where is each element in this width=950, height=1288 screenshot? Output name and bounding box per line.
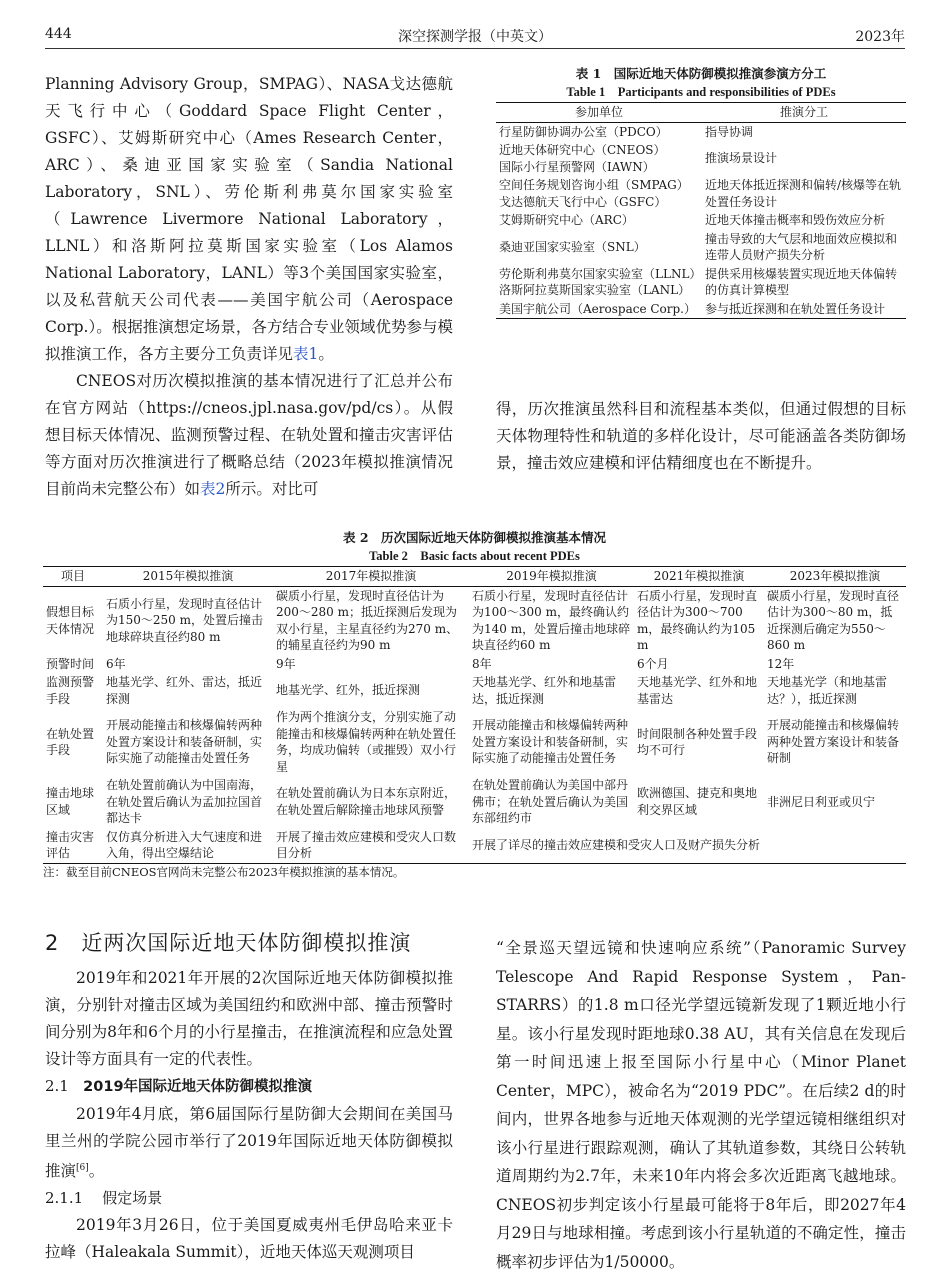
table-cell: 非洲尼日利亚或贝宁 [767,794,876,809]
paragraph: “全景巡天望远镜和快速响应系统”（Panoramic Survey Telescope And Rapid Response System，Pan-STARRS）的1.8 m口径光学望远镜新发现了1颗近地小行星。该小行星发现时距地球0.38 AU，其有关信息在发现后第一时间迅速上报至国际小行星中心（Minor Planet Center，MPC），被命名为“2019 PDC”。在后续2 d的时间内，世界各地参与近地天体观测的光学望远镜相继组织对该小行星进行跟踪观测，确认了其轨道参数，其绕日公转轨道周期约为2.7年，未来10年内将会多次近距离飞越地球。CNEOS初步判定该小行星最可能将于8年后，即2027年4月29日与地球相撞。考虑到该小行星轨道的不确定性，撞击概率初步评估为1/50000。 [496,939,906,1271]
table-cell: 6个月 [637,656,669,671]
table-row [496,265,906,300]
page-number: 444 [45,26,72,42]
table-cell: 指导协调 [705,124,754,139]
table-row [43,708,906,776]
table-cell: 桑迪亚国家实验室（SNL） [499,239,646,254]
subsection-heading [45,1073,453,1101]
paragraph-text: 。 [318,345,334,363]
table1 [496,102,906,319]
paragraph: 2019年3月26日，位于美国夏威夷州毛伊岛哈来亚卡拉峰（Haleakala Summit），近地天体巡天观测项目 [45,1216,453,1262]
table-cell: 开展动能撞击和核爆偏转两种处置方案设计和装备研制，实际实施了动能撞击处置任务 [472,718,629,766]
table-cell: 行星防御协调办公室（PDCO） [499,124,668,139]
table-cell: 预警时间 [46,656,95,671]
cell-line: 空间任务规划咨询小组（SMPAG） [499,178,689,192]
table-cell: 碳质小行星，发现时直径估计为300～80 m，抵近探测后确定为550～860 m [767,588,900,652]
section-heading: 2 近两次国际近地天体防御模拟推演 [45,931,412,955]
table-cell: 监测预警手段 [46,675,95,706]
table-row [43,828,906,864]
table-cell: 开展了详尽的撞击效应建模和受灾人口及财产损失分析 [469,828,906,864]
table-row [496,230,906,265]
journal-year: 2023年 [855,29,905,45]
table2-link[interactable]: 表2 [200,480,226,498]
table-cell: 开展动能撞击和核爆偏转两种处置方案设计和装备研制，实际实施了动能撞击处置任务 [106,718,263,766]
cell-line: 近地天体研究中心（CNEOS） [499,143,666,157]
table-cell: 提供采用核爆装置实现近地天体偏转的仿真计算模型 [705,266,898,297]
table-cell: 在轨处置前确认为美国中部丹佛市；在轨处置后确认为美国东部纽约市 [472,778,629,825]
table1-caption-en: Table 1 Participants and responsibilities of PDEs [566,85,836,99]
table-row [43,655,906,674]
table-cell: 石质小行星，发现时直径估计为300～700 m，最终确认约为105 m [637,588,758,652]
table2-caption-en: Table 2 Basic facts about recent PDEs [369,549,580,563]
section2-left [45,930,453,1266]
table-cell: 开展动能撞击和核爆偏转两种处置方案设计和装备研制 [767,718,900,766]
table-cell: 参与抵近探测和在轨处置任务设计 [702,300,906,319]
cell-line: 戈达德航天飞行中心（GSFC） [499,194,667,209]
table-row [496,122,906,141]
paragraph: 得，历次推演虽然科目和流程基本类似，但通过假想的目标天体物理特性和轨道的多样化设计，尽可能涵盖各类防御场景，撞击效应建模和评估精细度也在不断提升。 [496,400,906,472]
journal-title: 深空探测学报（中英文） [398,29,552,45]
subsubsection-heading [45,1185,453,1212]
left-top-text [45,71,453,503]
paragraph [45,368,453,503]
table-cell: 撞击地球区域 [46,786,95,817]
paragraph [45,1101,453,1185]
table-cell: 12年 [767,656,795,671]
table-header-cell: 参加单位 [496,103,702,123]
table-cell [496,141,702,176]
table-cell: 6年 [106,656,126,671]
table-header-cell: 推演分工 [702,103,906,123]
table-row [496,176,906,211]
paragraph-text: CNEOS对历次模拟推演的基本情况进行了汇总并公布在官方网站（https://cneos.jpl.nasa.gov/pd/cs）。从假想目标天体情况、监测预警过程、在轨处置和撞击灾害评估等方面对历次推演进行了概略总结（2023年模拟推演情况目前尚未完整公布）如 [45,372,453,498]
cell-line: 劳伦斯利弗莫尔国家实验室（LLNL） [499,266,702,281]
table-cell: 地基光学、红外，抵近探测 [276,683,421,698]
table-cell: 9年 [276,656,296,671]
paragraph-text: Planning Advisory Group，SMPAG）、NASA戈达德航天飞行中心（Goddard Space Flight Center，GSFC）、艾姆斯研究中心（Ames Research Center，ARC）、桑迪亚国家实验室（Sandia National Laboratory，SNL）、劳伦斯利弗莫尔国家实验室（Lawrence Livermore National Laboratory，LLNL）和洛斯阿拉莫斯国家实验室（Los Alamos National Laboratory，LANL）等3个美国国家实验室，以及私营航天公司代表——美国宇航公司（Aerospace Corp.）。根据推演想定场景，各方结合专业领域优势参与模拟推演工作，各方主要分工负责详见 [45,75,453,363]
table2-block [43,528,906,880]
table-cell: 美国宇航公司（Aerospace Corp.） [496,300,702,319]
table-cell: 艾姆斯研究中心（ARC） [499,213,634,227]
right-top-text [496,396,906,477]
table-cell: 撞击灾害评估 [43,828,103,864]
table-header-cell: 2023年模拟推演 [764,567,906,587]
subsection-number: 2.1 [45,1077,69,1095]
table-cell: 在轨处置手段 [46,726,95,757]
table-cell: 在轨处置前确认为中国南海，在轨处置后确认为孟加拉国首都达卡 [106,778,263,825]
paragraph [45,71,453,368]
table-cell: 近地天体抵近探测和偏转/核爆等在轨处置任务设计 [705,178,902,209]
table-row [43,673,906,708]
table2-note: 注：截至目前CNEOS官网尚未完整公布2023年模拟推演的基本情况。 [43,864,405,879]
table-cell: 碳质小行星，发现时直径估计为200～280 m；抵近探测后发现为双小行星，主星直径约为270 m、的辅星直径约为90 m [276,588,459,652]
table-cell: 天地基光学、红外和地基雷达，抵近探测 [472,675,617,706]
cell-line: 洛斯阿拉莫斯国家实验室（LANL） [499,283,691,297]
table-cell: 开展了撞击效应建模和受灾人口数目分析 [273,828,469,864]
paragraph-text: 所示。对比可 [225,480,319,498]
citation[interactable]: [6] [76,1163,89,1173]
table-cell: 8年 [472,656,492,671]
table-cell [496,176,702,211]
paragraph-text: 2019年4月底，第6届国际行星防御大会期间在美国马里兰州的学院公园市举行了2019年国际近地天体防御模拟推演 [45,1105,453,1181]
table-cell: 地基光学、红外、雷达，抵近探测 [106,675,263,706]
table-row [496,141,906,176]
table-row [496,300,906,319]
table-header-cell: 2015年模拟推演 [103,567,273,587]
table2 [43,566,906,864]
table-cell: 石质小行星，发现时直径估计为100～300 m，最终确认约为140 m，处置后撞击地球碎块直径约60 m [472,588,631,652]
table-cell: 撞击导致的大气层和地面效应模拟和连带人员财产损失分析 [705,231,898,262]
table-cell: 仅仿真分析进入大气速度和进入角，得出空爆结论 [103,828,273,864]
table1-block [496,64,906,319]
table2-caption-cn: 表 2 历次国际近地天体防御模拟推演基本情况 [342,530,607,545]
table-cell: 欧洲德国、捷克和奥地利交界区域 [637,786,758,817]
table-cell: 假想目标天体情况 [46,605,95,636]
paragraph: 2019年和2021年开展的2次国际近地天体防御模拟推演，分别针对撞击区域为美国纽约和欧洲中部、撞击预警时间分别为8年和6个月的小行星撞击，在推演流程和应急处置设计等方面具有一定的代表性。 [45,969,453,1068]
table-cell: 推演场景设计 [705,151,778,166]
table-cell: 作为两个推演分支，分别实施了动能撞击和核爆偏转两种在轨处置任务，均成功偏转（或摧毁）双小行星 [276,710,457,774]
page-header [45,22,905,49]
cell-line: 国际小行星预警网（IAWN） [499,159,655,174]
subsection-number: 2.1.1 [45,1189,84,1208]
table-cell: 天地基光学（和地基雷达？），抵近探测 [767,675,888,706]
table1-caption-cn: 表 1 国际近地天体防御模拟推演参演方分工 [575,66,827,81]
table-row [43,586,906,655]
table-cell: 近地天体撞击概率和毁伤效应分析 [705,213,886,227]
table-header-cell: 2019年模拟推演 [469,567,634,587]
table-cell: 在轨处置前确认为日本东京附近，在轨处置后解除撞击地球风预警 [276,786,457,817]
table-header-row [43,567,906,587]
table1-link[interactable]: 表1 [293,345,319,363]
table-cell [496,265,702,300]
table-header-cell: 2017年模拟推演 [273,567,469,587]
table-header-cell: 项目 [43,567,103,587]
table-row [496,211,906,230]
table-header-cell: 2021年模拟推演 [634,567,764,587]
paragraph-text: 。 [88,1162,105,1181]
table-cell: 石质小行星，发现时直径估计为150～250 m，处置后撞击地球碎块直径约80 m [106,596,264,644]
table-cell: 时间限制各种处置手段均不可行 [637,726,758,757]
subsection-title: 2019年国际近地天体防御模拟推演 [83,1079,313,1095]
subsection-title: 假定场景 [102,1189,163,1208]
table-header-row [496,103,906,123]
table-row [43,776,906,828]
section2-right [496,934,906,1276]
table-cell: 天地基光学、红外和地基雷达 [637,675,758,706]
